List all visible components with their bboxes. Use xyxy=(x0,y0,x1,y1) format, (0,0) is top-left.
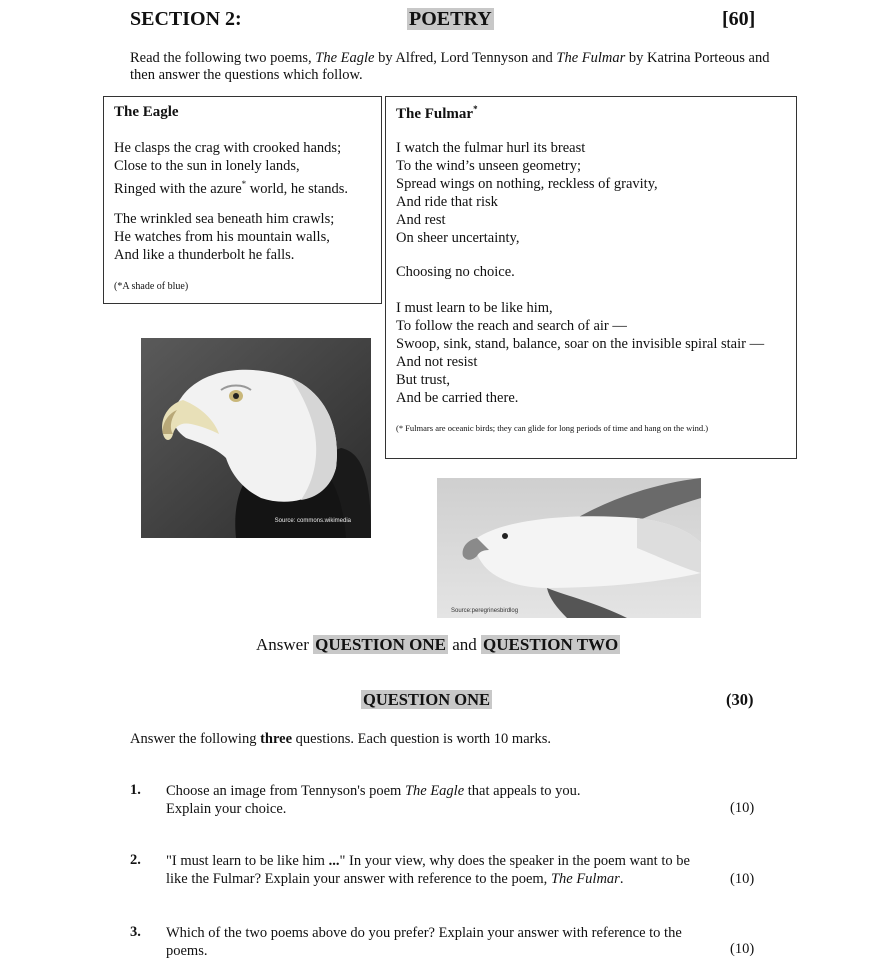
question-text: "I must learn to be like him ..." In your view, why does the speaker in the poem want to be like the Fulmar? Explain your answer with reference to the poem, The Fulmar. xyxy=(166,853,690,887)
fulmar-footnote: (* Fulmars are oceanic birds; they can glide for long periods of time and hang on the wind.) xyxy=(396,423,709,433)
poem-line: He watches from his mountain walls, xyxy=(114,229,330,245)
poem-line: I must learn to be like him, xyxy=(396,300,553,316)
poem-line: Close to the sun in lonely lands, xyxy=(114,158,300,174)
poem-line: And like a thunderbolt he falls. xyxy=(114,247,295,263)
poem-line: And be carried there. xyxy=(396,390,519,406)
question-number: 3. xyxy=(130,924,141,940)
question-marks: (10) xyxy=(730,871,755,887)
poem-line: He clasps the crag with crooked hands; xyxy=(114,140,342,156)
section-label: SECTION 2: xyxy=(130,8,242,30)
fulmar-stanza-3 xyxy=(396,299,764,407)
eagle-image xyxy=(141,338,371,538)
poem-line: I watch the fulmar hurl its breast xyxy=(396,140,586,156)
eagle-photo xyxy=(141,338,371,538)
poem-line: To the wind’s unseen geometry; xyxy=(396,158,582,174)
fulmar-poem-box xyxy=(385,96,797,459)
section-total-marks: [60] xyxy=(722,8,756,30)
eagle-image-source: Source: commons.wikimedia xyxy=(274,518,351,524)
fulmar-stanza-2 xyxy=(396,263,515,281)
poem-line: And rest xyxy=(396,212,446,228)
poem-line: And not resist xyxy=(396,354,478,370)
question-text: Choose an image from Tennyson's poem The Eagle that appeals to you. Explain your choice. xyxy=(166,783,581,817)
poem-line: Spread wings on nothing, reckless of gravity, xyxy=(396,176,658,192)
poem-line: The wrinkled sea beneath him crawls; xyxy=(114,211,335,227)
eagle-poem-title: The Eagle xyxy=(114,104,179,120)
fulmar-poem-title: The Fulmar* xyxy=(396,104,478,122)
eagle-poem-box xyxy=(103,96,382,304)
poem-line: Choosing no choice. xyxy=(396,264,515,280)
question-one-marks: (30) xyxy=(726,690,754,709)
poem-line: To follow the reach and search of air — xyxy=(396,318,627,334)
question-one-instruction: Answer the following three questions. Each question is worth 10 marks. xyxy=(130,731,551,747)
question-number: 1. xyxy=(130,782,141,798)
eagle-footnote: (*A shade of blue) xyxy=(114,281,189,292)
poem-line: Ringed with the azure* world, he stands. xyxy=(114,179,349,197)
question-one-heading: QUESTION ONE xyxy=(363,690,490,709)
eagle-stanza-1 xyxy=(114,139,348,198)
question-text: Which of the two poems above do you prefer? Explain your answer with reference to the poems. xyxy=(166,925,682,959)
fulmar-photo xyxy=(437,478,701,618)
subject-title: POETRY xyxy=(409,8,492,30)
poem-line: Swoop, sink, stand, balance, soar on the invisible spiral stair — xyxy=(396,336,765,352)
intro-text: Read the following two poems, The Eagle by Alfred, Lord Tennyson and The Fulmar by Katrina Porteous and then answer the questions which follow. xyxy=(130,50,770,83)
fulmar-stanza-1 xyxy=(396,139,658,247)
question-number: 2. xyxy=(130,852,141,868)
answer-instruction: Answer QUESTION ONE and QUESTION TWO xyxy=(256,635,619,654)
eagle-stanza-2 xyxy=(114,210,334,264)
fulmar-image xyxy=(437,478,701,618)
poem-line: On sheer uncertainty, xyxy=(396,230,520,246)
question-marks: (10) xyxy=(730,800,755,816)
fulmar-image-source: Source:peregrinesbirdlog xyxy=(451,608,519,614)
poem-line: But trust, xyxy=(396,372,450,388)
question-marks: (10) xyxy=(730,941,755,957)
poem-line: And ride that risk xyxy=(396,194,498,210)
